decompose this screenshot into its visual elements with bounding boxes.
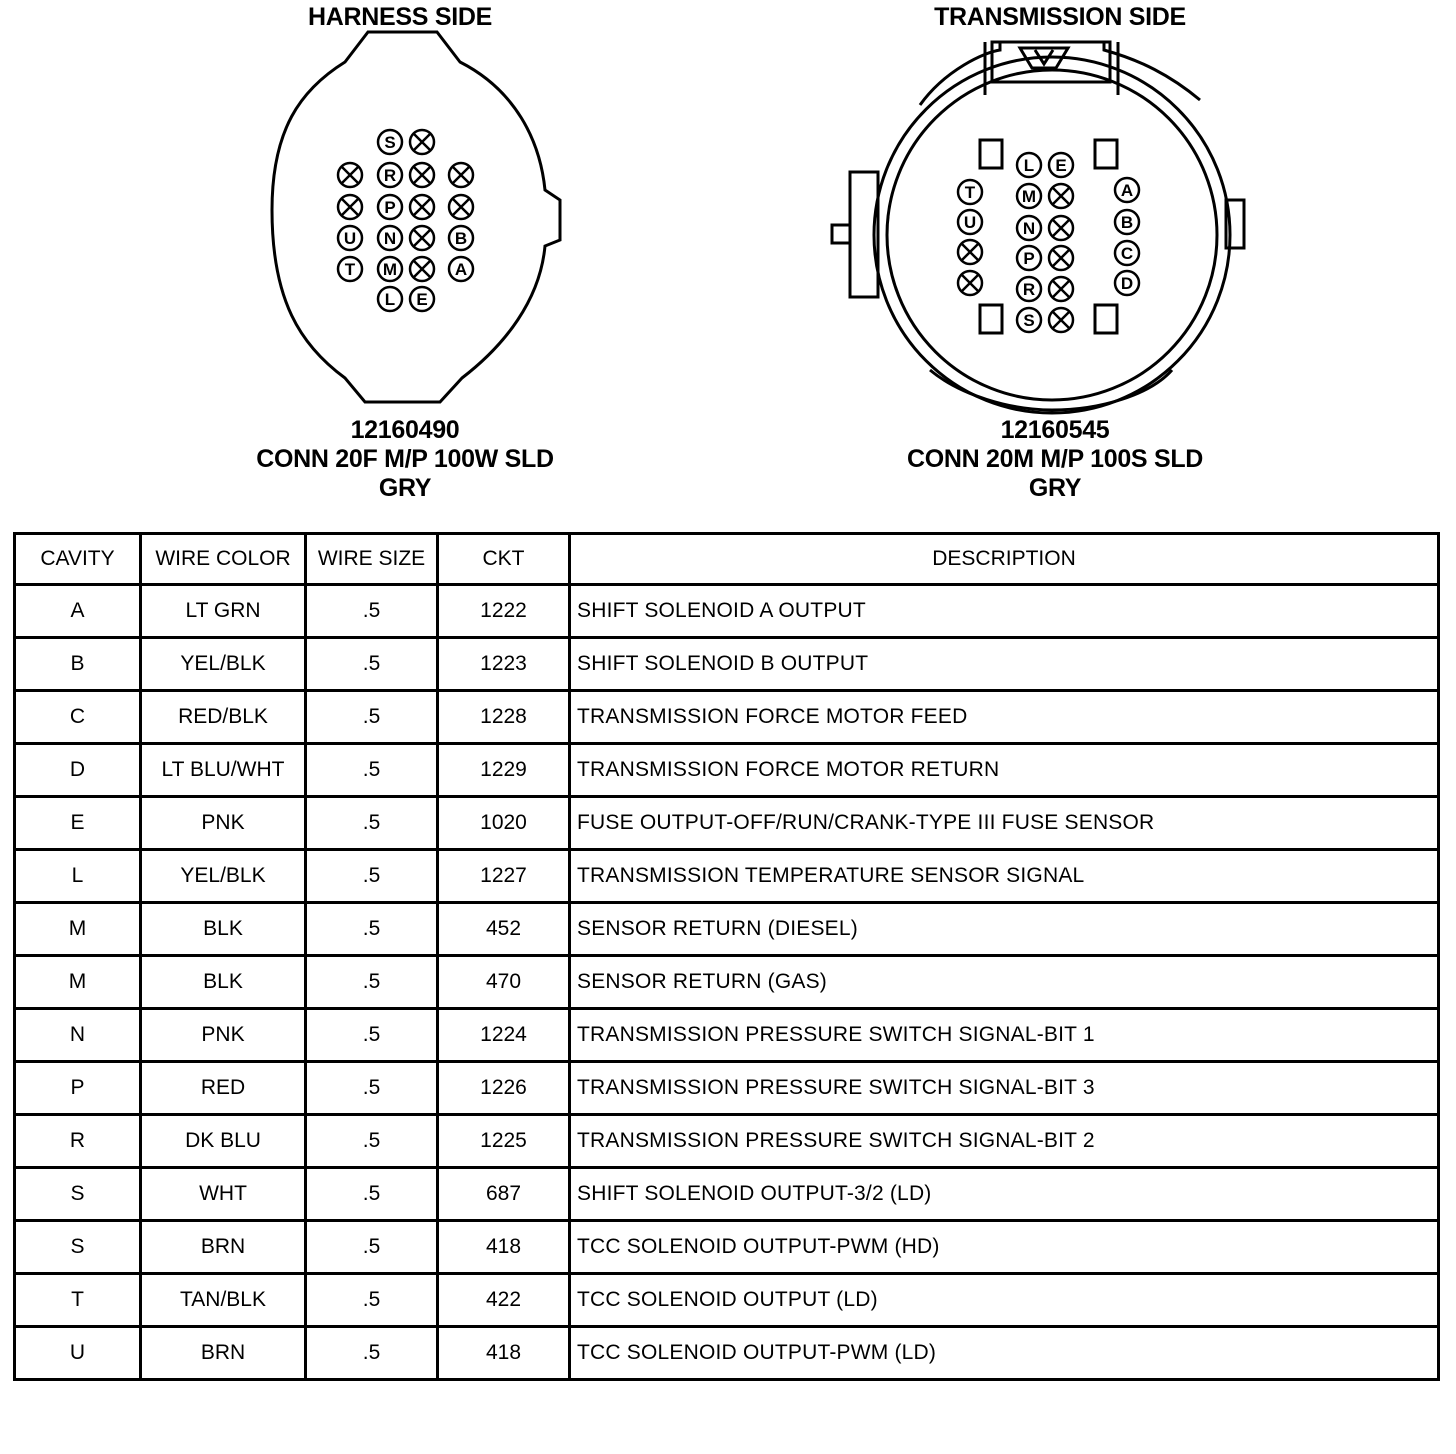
unused-cavity-icon — [1049, 308, 1073, 332]
pin-label: A — [454, 260, 468, 279]
cell-ckt: 1225 — [438, 1115, 570, 1168]
cell-description: TCC SOLENOID OUTPUT (LD) — [570, 1274, 1439, 1327]
transmission-pin — [1017, 308, 1041, 332]
transmission-pin — [1017, 184, 1041, 208]
unused-cavity-icon — [1049, 277, 1073, 301]
cell-wire-size: .5 — [306, 956, 438, 1009]
table-row — [15, 1062, 1439, 1115]
pin-label: T — [344, 260, 356, 279]
cell-ckt: 1224 — [438, 1009, 570, 1062]
pin-label: P — [1023, 249, 1035, 268]
unused-cavity-icon — [410, 257, 434, 281]
cell-wire-color: DK BLU — [141, 1115, 306, 1168]
pin-label: R — [383, 166, 397, 185]
unused-cavity-icon — [1049, 246, 1073, 270]
pin-label: L — [1023, 156, 1035, 175]
table-row — [15, 850, 1439, 903]
cell-description: SHIFT SOLENOID A OUTPUT — [570, 585, 1439, 638]
harness-pin — [338, 226, 362, 250]
table-row — [15, 1168, 1439, 1221]
cell-wire-size: .5 — [306, 1274, 438, 1327]
cell-ckt: 1226 — [438, 1062, 570, 1115]
harness-pin — [449, 257, 473, 281]
pin-label: R — [1022, 280, 1036, 299]
cell-cavity: B — [15, 638, 141, 691]
cell-wire-color: PNK — [141, 797, 306, 850]
harness-connector-color: GRY — [378, 474, 432, 502]
cell-wire-color: LT GRN — [141, 585, 306, 638]
unused-cavity-icon — [338, 195, 362, 219]
table-row — [15, 956, 1439, 1009]
table-row — [15, 744, 1439, 797]
cell-wire-size: .5 — [306, 691, 438, 744]
transmission-pin — [1017, 277, 1041, 301]
cell-ckt: 687 — [438, 1168, 570, 1221]
pin-label: N — [1022, 219, 1036, 238]
cell-wire-size: .5 — [306, 1327, 438, 1380]
cell-wire-color: PNK — [141, 1009, 306, 1062]
cell-ckt: 422 — [438, 1274, 570, 1327]
transmission-pin — [1017, 216, 1041, 240]
pin-label: B — [454, 229, 468, 248]
header-wire-size: WIRE SIZE — [306, 534, 438, 585]
transmission-connector-color: GRY — [1028, 474, 1082, 502]
cell-ckt: 470 — [438, 956, 570, 1009]
transmission-pin — [1115, 178, 1139, 202]
cell-description: TRANSMISSION PRESSURE SWITCH SIGNAL-BIT 3 — [570, 1062, 1439, 1115]
cell-description: SHIFT SOLENOID OUTPUT-3/2 (LD) — [570, 1168, 1439, 1221]
table-row — [15, 638, 1439, 691]
transmission-pin — [958, 180, 982, 204]
transmission-pin — [1115, 241, 1139, 265]
cell-description: FUSE OUTPUT-OFF/RUN/CRANK-TYPE III FUSE SENSOR — [570, 797, 1439, 850]
pin-label: S — [1023, 311, 1035, 330]
pin-label: U — [963, 213, 977, 232]
cell-cavity: S — [15, 1221, 141, 1274]
cell-wire-size: .5 — [306, 850, 438, 903]
harness-part-info — [220, 416, 590, 503]
cell-description: SHIFT SOLENOID B OUTPUT — [570, 638, 1439, 691]
header-cavity: CAVITY — [15, 534, 141, 585]
harness-pin — [378, 287, 402, 311]
table-row — [15, 585, 1439, 638]
transmission-part-info — [870, 416, 1240, 503]
cell-description: TRANSMISSION PRESSURE SWITCH SIGNAL-BIT 1 — [570, 1009, 1439, 1062]
table-row — [15, 903, 1439, 956]
transmission-pin — [1017, 153, 1041, 177]
cell-ckt: 1222 — [438, 585, 570, 638]
harness-pin-grid — [338, 130, 473, 311]
cell-wire-size: .5 — [306, 1009, 438, 1062]
cell-cavity: T — [15, 1274, 141, 1327]
cell-wire-color: YEL/BLK — [141, 638, 306, 691]
header-description: DESCRIPTION — [570, 534, 1439, 585]
cell-wire-color: YEL/BLK — [141, 850, 306, 903]
transmission-connector-desc: CONN 20M M/P 100S SLD — [906, 445, 1204, 473]
cell-cavity: A — [15, 585, 141, 638]
cell-description: SENSOR RETURN (DIESEL) — [570, 903, 1439, 956]
harness-pin — [378, 163, 402, 187]
cell-cavity: U — [15, 1327, 141, 1380]
cell-wire-size: .5 — [306, 585, 438, 638]
cell-description: TRANSMISSION FORCE MOTOR FEED — [570, 691, 1439, 744]
cell-cavity: E — [15, 797, 141, 850]
cell-wire-size: .5 — [306, 1221, 438, 1274]
transmission-pin — [1115, 271, 1139, 295]
header-ckt: CKT — [438, 534, 570, 585]
harness-pin — [378, 195, 402, 219]
pinout-table — [13, 532, 1440, 1381]
pin-label: M — [382, 260, 398, 279]
harness-connector-desc: CONN 20F M/P 100W SLD — [256, 445, 554, 473]
cell-cavity: M — [15, 903, 141, 956]
cell-ckt: 1227 — [438, 850, 570, 903]
cell-ckt: 1020 — [438, 797, 570, 850]
table-row — [15, 1115, 1439, 1168]
transmission-side-title: TRANSMISSION SIDE — [934, 3, 1186, 31]
cell-cavity: D — [15, 744, 141, 797]
cell-cavity: C — [15, 691, 141, 744]
cell-wire-color: RED/BLK — [141, 691, 306, 744]
table-row — [15, 1221, 1439, 1274]
cell-description: TRANSMISSION FORCE MOTOR RETURN — [570, 744, 1439, 797]
cell-wire-color: BLK — [141, 903, 306, 956]
cell-wire-color: LT BLU/WHT — [141, 744, 306, 797]
cell-ckt: 452 — [438, 903, 570, 956]
cell-description: SENSOR RETURN (GAS) — [570, 956, 1439, 1009]
unused-cavity-icon — [449, 163, 473, 187]
pin-label: P — [384, 198, 396, 217]
cell-description: TRANSMISSION TEMPERATURE SENSOR SIGNAL — [570, 850, 1439, 903]
cell-cavity: R — [15, 1115, 141, 1168]
transmission-pin — [958, 210, 982, 234]
unused-cavity-icon — [410, 130, 434, 154]
harness-pin — [410, 287, 434, 311]
harness-pin — [378, 226, 402, 250]
cell-ckt: 1229 — [438, 744, 570, 797]
cell-ckt: 1228 — [438, 691, 570, 744]
cell-description: TRANSMISSION PRESSURE SWITCH SIGNAL-BIT 2 — [570, 1115, 1439, 1168]
harness-pin — [338, 257, 362, 281]
transmission-pin — [1049, 153, 1073, 177]
harness-pin — [378, 130, 402, 154]
cell-wire-size: .5 — [306, 1062, 438, 1115]
cell-cavity: P — [15, 1062, 141, 1115]
table-header-row — [15, 534, 1439, 585]
pin-label: E — [1055, 156, 1067, 175]
pin-label: M — [1021, 187, 1037, 206]
transmission-pin — [1115, 210, 1139, 234]
cell-wire-size: .5 — [306, 638, 438, 691]
unused-cavity-icon — [449, 195, 473, 219]
cell-cavity: L — [15, 850, 141, 903]
unused-cavity-icon — [1049, 184, 1073, 208]
cell-ckt: 418 — [438, 1327, 570, 1380]
harness-pin — [378, 257, 402, 281]
transmission-connector-body — [832, 42, 1244, 413]
cell-wire-color: WHT — [141, 1168, 306, 1221]
cell-cavity: S — [15, 1168, 141, 1221]
table-row — [15, 691, 1439, 744]
cell-wire-color: BRN — [141, 1221, 306, 1274]
cell-wire-size: .5 — [306, 1168, 438, 1221]
table-row — [15, 797, 1439, 850]
pin-label: N — [383, 229, 397, 248]
unused-cavity-icon — [958, 271, 982, 295]
cell-cavity: M — [15, 956, 141, 1009]
harness-part-number: 12160490 — [350, 416, 460, 444]
pin-label: S — [384, 133, 396, 152]
cell-wire-size: .5 — [306, 797, 438, 850]
cell-wire-color: RED — [141, 1062, 306, 1115]
cell-ckt: 418 — [438, 1221, 570, 1274]
cell-wire-color: BRN — [141, 1327, 306, 1380]
pin-label: U — [343, 229, 357, 248]
transmission-pin — [1017, 246, 1041, 270]
cell-wire-color: BLK — [141, 956, 306, 1009]
table-row — [15, 1327, 1439, 1380]
cell-wire-size: .5 — [306, 1115, 438, 1168]
pin-label: A — [1120, 181, 1134, 200]
unused-cavity-icon — [338, 163, 362, 187]
harness-pin — [449, 226, 473, 250]
cell-description: TCC SOLENOID OUTPUT-PWM (LD) — [570, 1327, 1439, 1380]
unused-cavity-icon — [410, 195, 434, 219]
unused-cavity-icon — [958, 240, 982, 264]
cell-wire-color: TAN/BLK — [141, 1274, 306, 1327]
header-wire-color: WIRE COLOR — [141, 534, 306, 585]
transmission-part-number: 12160545 — [1000, 416, 1110, 444]
harness-side-title: HARNESS SIDE — [308, 3, 492, 31]
unused-cavity-icon — [410, 163, 434, 187]
cell-wire-size: .5 — [306, 903, 438, 956]
cell-wire-size: .5 — [306, 744, 438, 797]
pin-label: D — [1120, 274, 1134, 293]
pin-label: E — [416, 290, 428, 309]
cell-description: TCC SOLENOID OUTPUT-PWM (HD) — [570, 1221, 1439, 1274]
table-row — [15, 1274, 1439, 1327]
pin-label: B — [1120, 213, 1134, 232]
cell-cavity: N — [15, 1009, 141, 1062]
pin-label: L — [384, 290, 396, 309]
table-row — [15, 1009, 1439, 1062]
unused-cavity-icon — [1049, 216, 1073, 240]
unused-cavity-icon — [410, 226, 434, 250]
pin-label: T — [964, 183, 976, 202]
pin-label: C — [1120, 244, 1134, 263]
cell-ckt: 1223 — [438, 638, 570, 691]
